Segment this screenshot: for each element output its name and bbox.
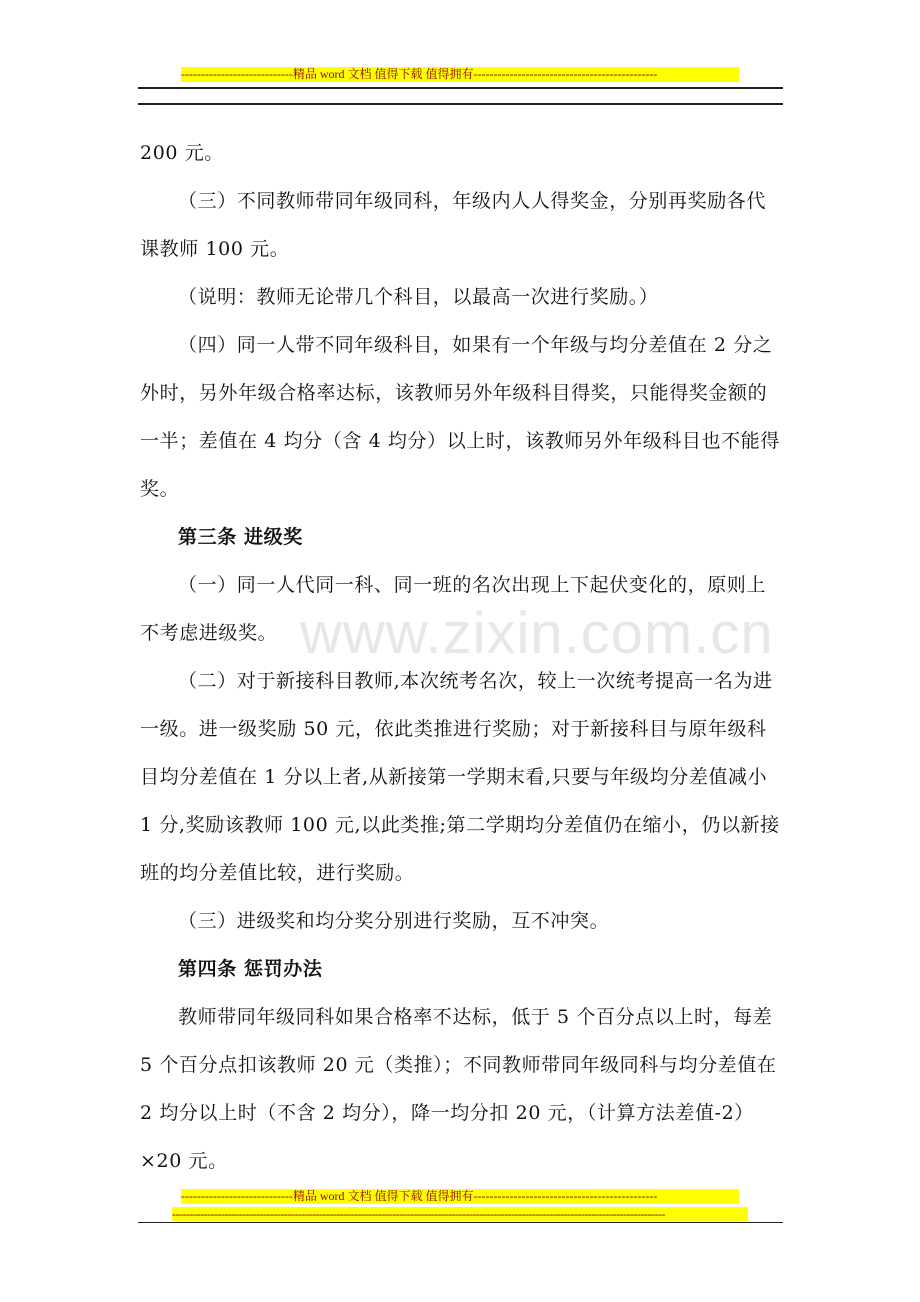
header-rule-bottom <box>138 103 783 105</box>
paragraph: （三）不同教师带同年级同科，年级内人人得奖金，分别再奖励各代课教师 100 元。 <box>140 190 767 260</box>
section-heading: 第四条 惩罚办法 <box>178 958 323 980</box>
paragraph: （四）同一人带不同年级科目，如果有一个年级与均分差值在 2 分之外时，另外年级合格率达标，该教师另外年级科目得奖，只能得奖金额的一半；差值在 4 均分（含 4 均分）以上时，该教师另外年级科目也不能得奖。 <box>140 334 780 500</box>
paragraph: （一）同一人代同一科、同一班的名次出现上下起伏变化的，原则上不考虑进级奖。 <box>140 574 767 644</box>
paragraph: 200 元。 <box>140 142 224 164</box>
footer-banner: ----------------------------精品 word 文档 值得下载 值得拥有---------------------------------------------- <box>181 1189 739 1204</box>
watermark: www.zixin.com.cn <box>300 601 774 666</box>
section-heading: 第三条 进级奖 <box>178 526 303 548</box>
document-body <box>140 129 785 1185</box>
paragraph: （说明：教师无论带几个科目，以最高一次进行奖励。） <box>178 286 659 308</box>
paragraph: 教师带同年级同科如果合格率不达标，低于 5 个百分点以上时，每差 5 个百分点扣该教师 20 元（类推）；不同教师带同年级同科与均分差值在 2 均分以上时（不含 2 均分），降一均分扣 20 元，（计算方法差值-2）×20 元。 <box>140 1006 777 1172</box>
paragraph: （三）进级奖和均分奖分别进行奖励，互不冲突。 <box>178 910 610 932</box>
paragraph: （二）对于新接科目教师,本次统考名次，较上一次统考提高一名为进一级。进一级奖励 50 元，依此类推进行奖励；对于新接科目与原年级科目均分差值在 1 分以上者,从新接第一学期末看,只要与年级均分差值减小 1 分,奖励该教师 100 元,以此类推;第二学期均分差值仍在缩小，仍以新接班的均分差值比较，进行奖励。 <box>140 670 780 884</box>
header-banner: ----------------------------精品 word 文档 值得下载 值得拥有---------------------------------------------- <box>181 67 739 82</box>
header-rule-top <box>138 87 783 89</box>
footer-dash-line: --------------------------------------------------------------------------------------------------------------------------------------------- <box>172 1207 748 1221</box>
footer-rule <box>138 1222 783 1223</box>
